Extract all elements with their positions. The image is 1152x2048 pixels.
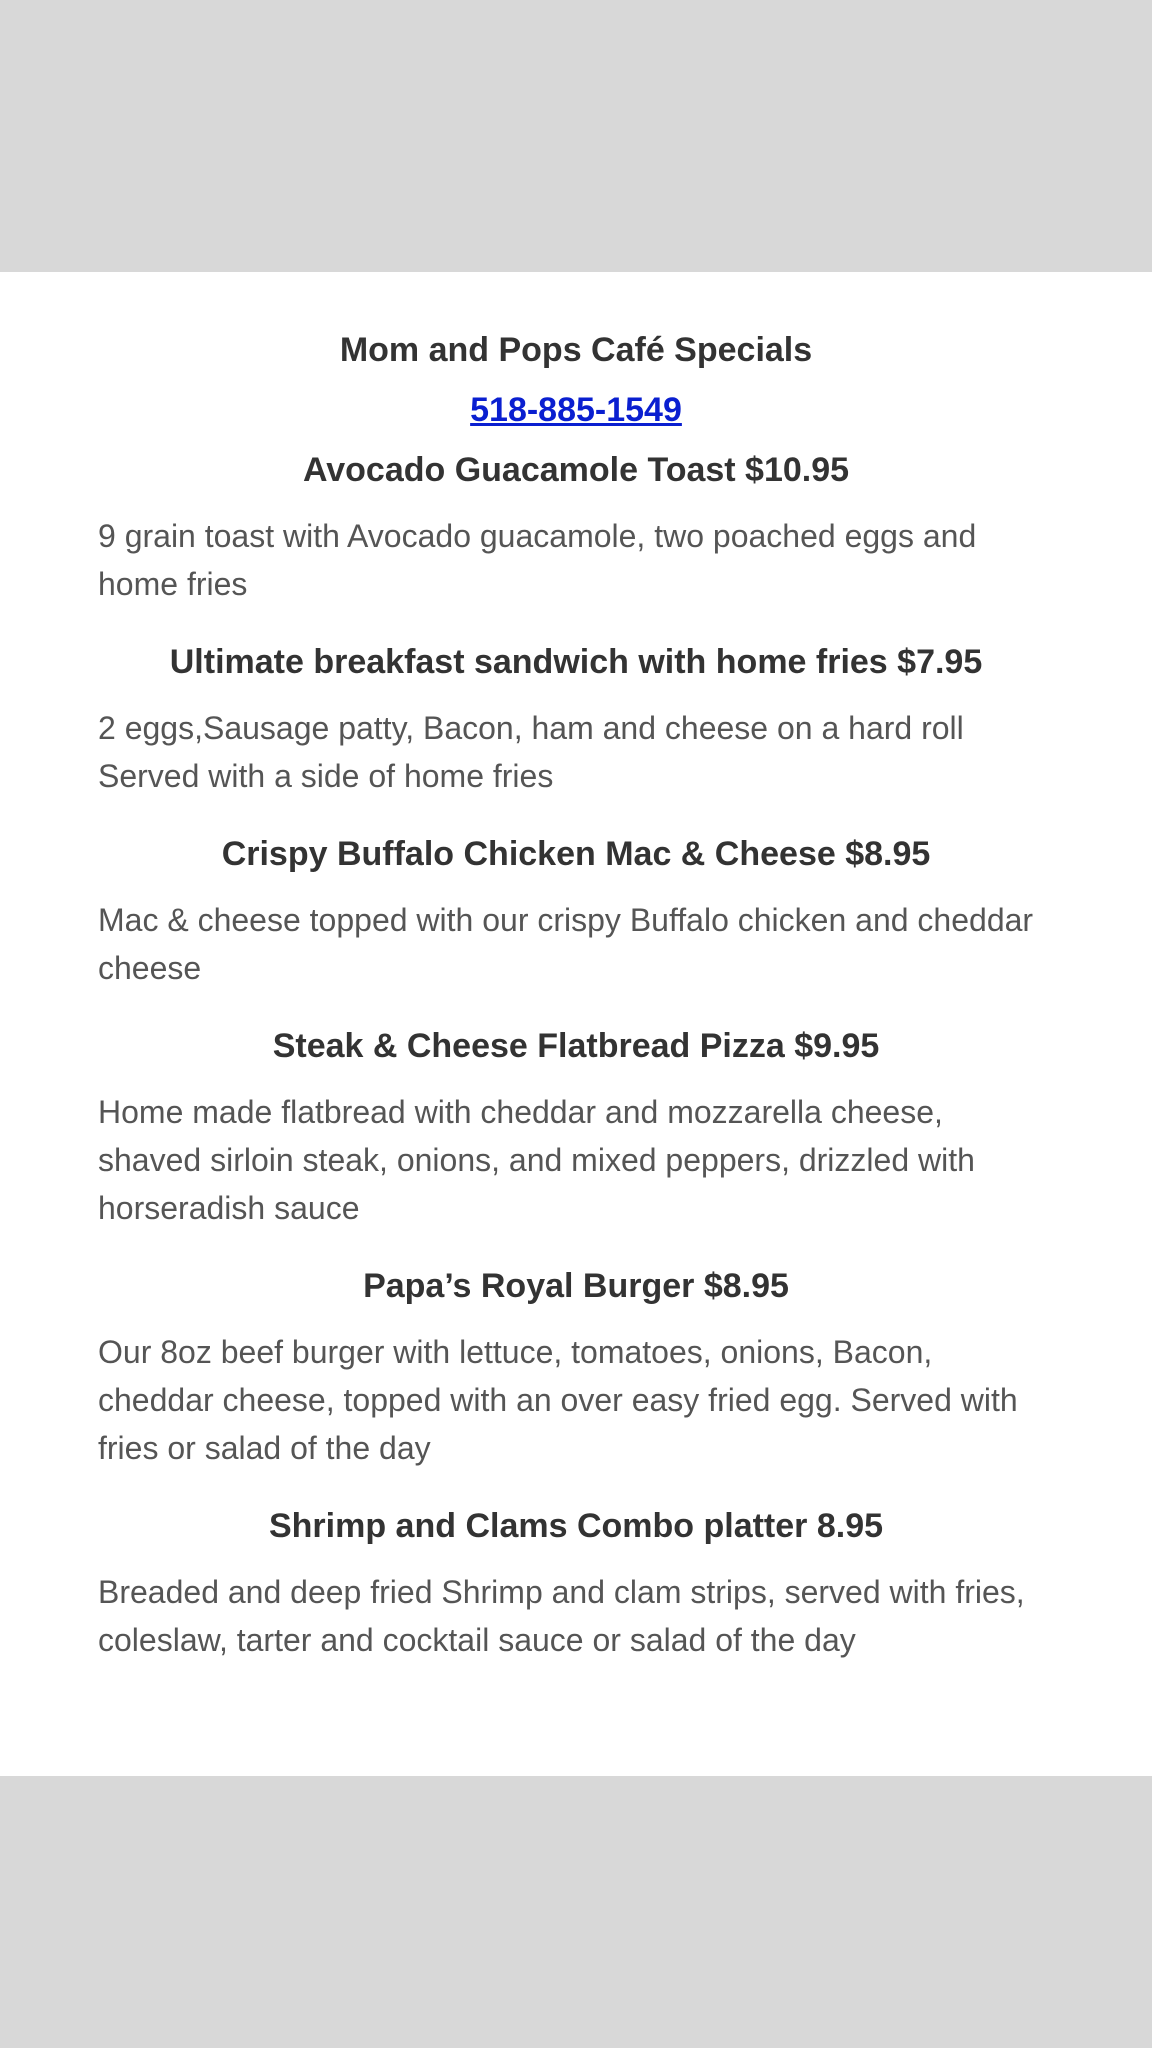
menu-item-title: Shrimp and Clams Combo platter 8.95 xyxy=(268,1507,884,1545)
menu-item xyxy=(98,834,1054,992)
menu-item xyxy=(98,1506,1054,1664)
menu-item-title: Steak & Cheese Flatbread Pizza $9.95 xyxy=(272,1027,880,1065)
menu-item xyxy=(98,1266,1054,1472)
menu-item-description: 2 eggs,Sausage patty, Bacon, ham and cheese on a hard roll Served with a side of home fries xyxy=(98,710,964,794)
menu-item xyxy=(98,450,1054,608)
menu-item-description: Home made flatbread with cheddar and mozzarella cheese, shaved sirloin steak, onions, and mixed peppers, drizzled with horseradish sauce xyxy=(98,1094,975,1226)
menu-item-description: Our 8oz beef burger with lettuce, tomatoes, onions, Bacon, cheddar cheese, topped with an over easy fried egg. Served with fries or salad of the day xyxy=(98,1334,1018,1466)
menu-item xyxy=(98,642,1054,800)
menu-item-title: Crispy Buffalo Chicken Mac & Cheese $8.95 xyxy=(221,835,931,873)
menu-item-description: 9 grain toast with Avocado guacamole, two poached eggs and home fries xyxy=(98,518,977,602)
menu-item-title: Ultimate breakfast sandwich with home fries $7.95 xyxy=(169,643,983,681)
bottom-margin-band xyxy=(0,1776,1152,2048)
phone-link[interactable]: 518-885-1549 xyxy=(470,391,682,429)
menu-item-title: Papa’s Royal Burger $8.95 xyxy=(363,1267,789,1305)
menu-card xyxy=(0,272,1152,1776)
menu-item-description: Breaded and deep fried Shrimp and clam strips, served with fries, coleslaw, tarter and cocktail sauce or salad of the day xyxy=(98,1574,1025,1658)
menu-item-description: Mac & cheese topped with our crispy Buffalo chicken and cheddar cheese xyxy=(98,902,1034,986)
top-margin-band xyxy=(0,0,1152,272)
menu-item xyxy=(98,1026,1054,1232)
page-title: Mom and Pops Café Specials xyxy=(339,331,813,369)
menu-item-title: Avocado Guacamole Toast $10.95 xyxy=(302,451,850,489)
